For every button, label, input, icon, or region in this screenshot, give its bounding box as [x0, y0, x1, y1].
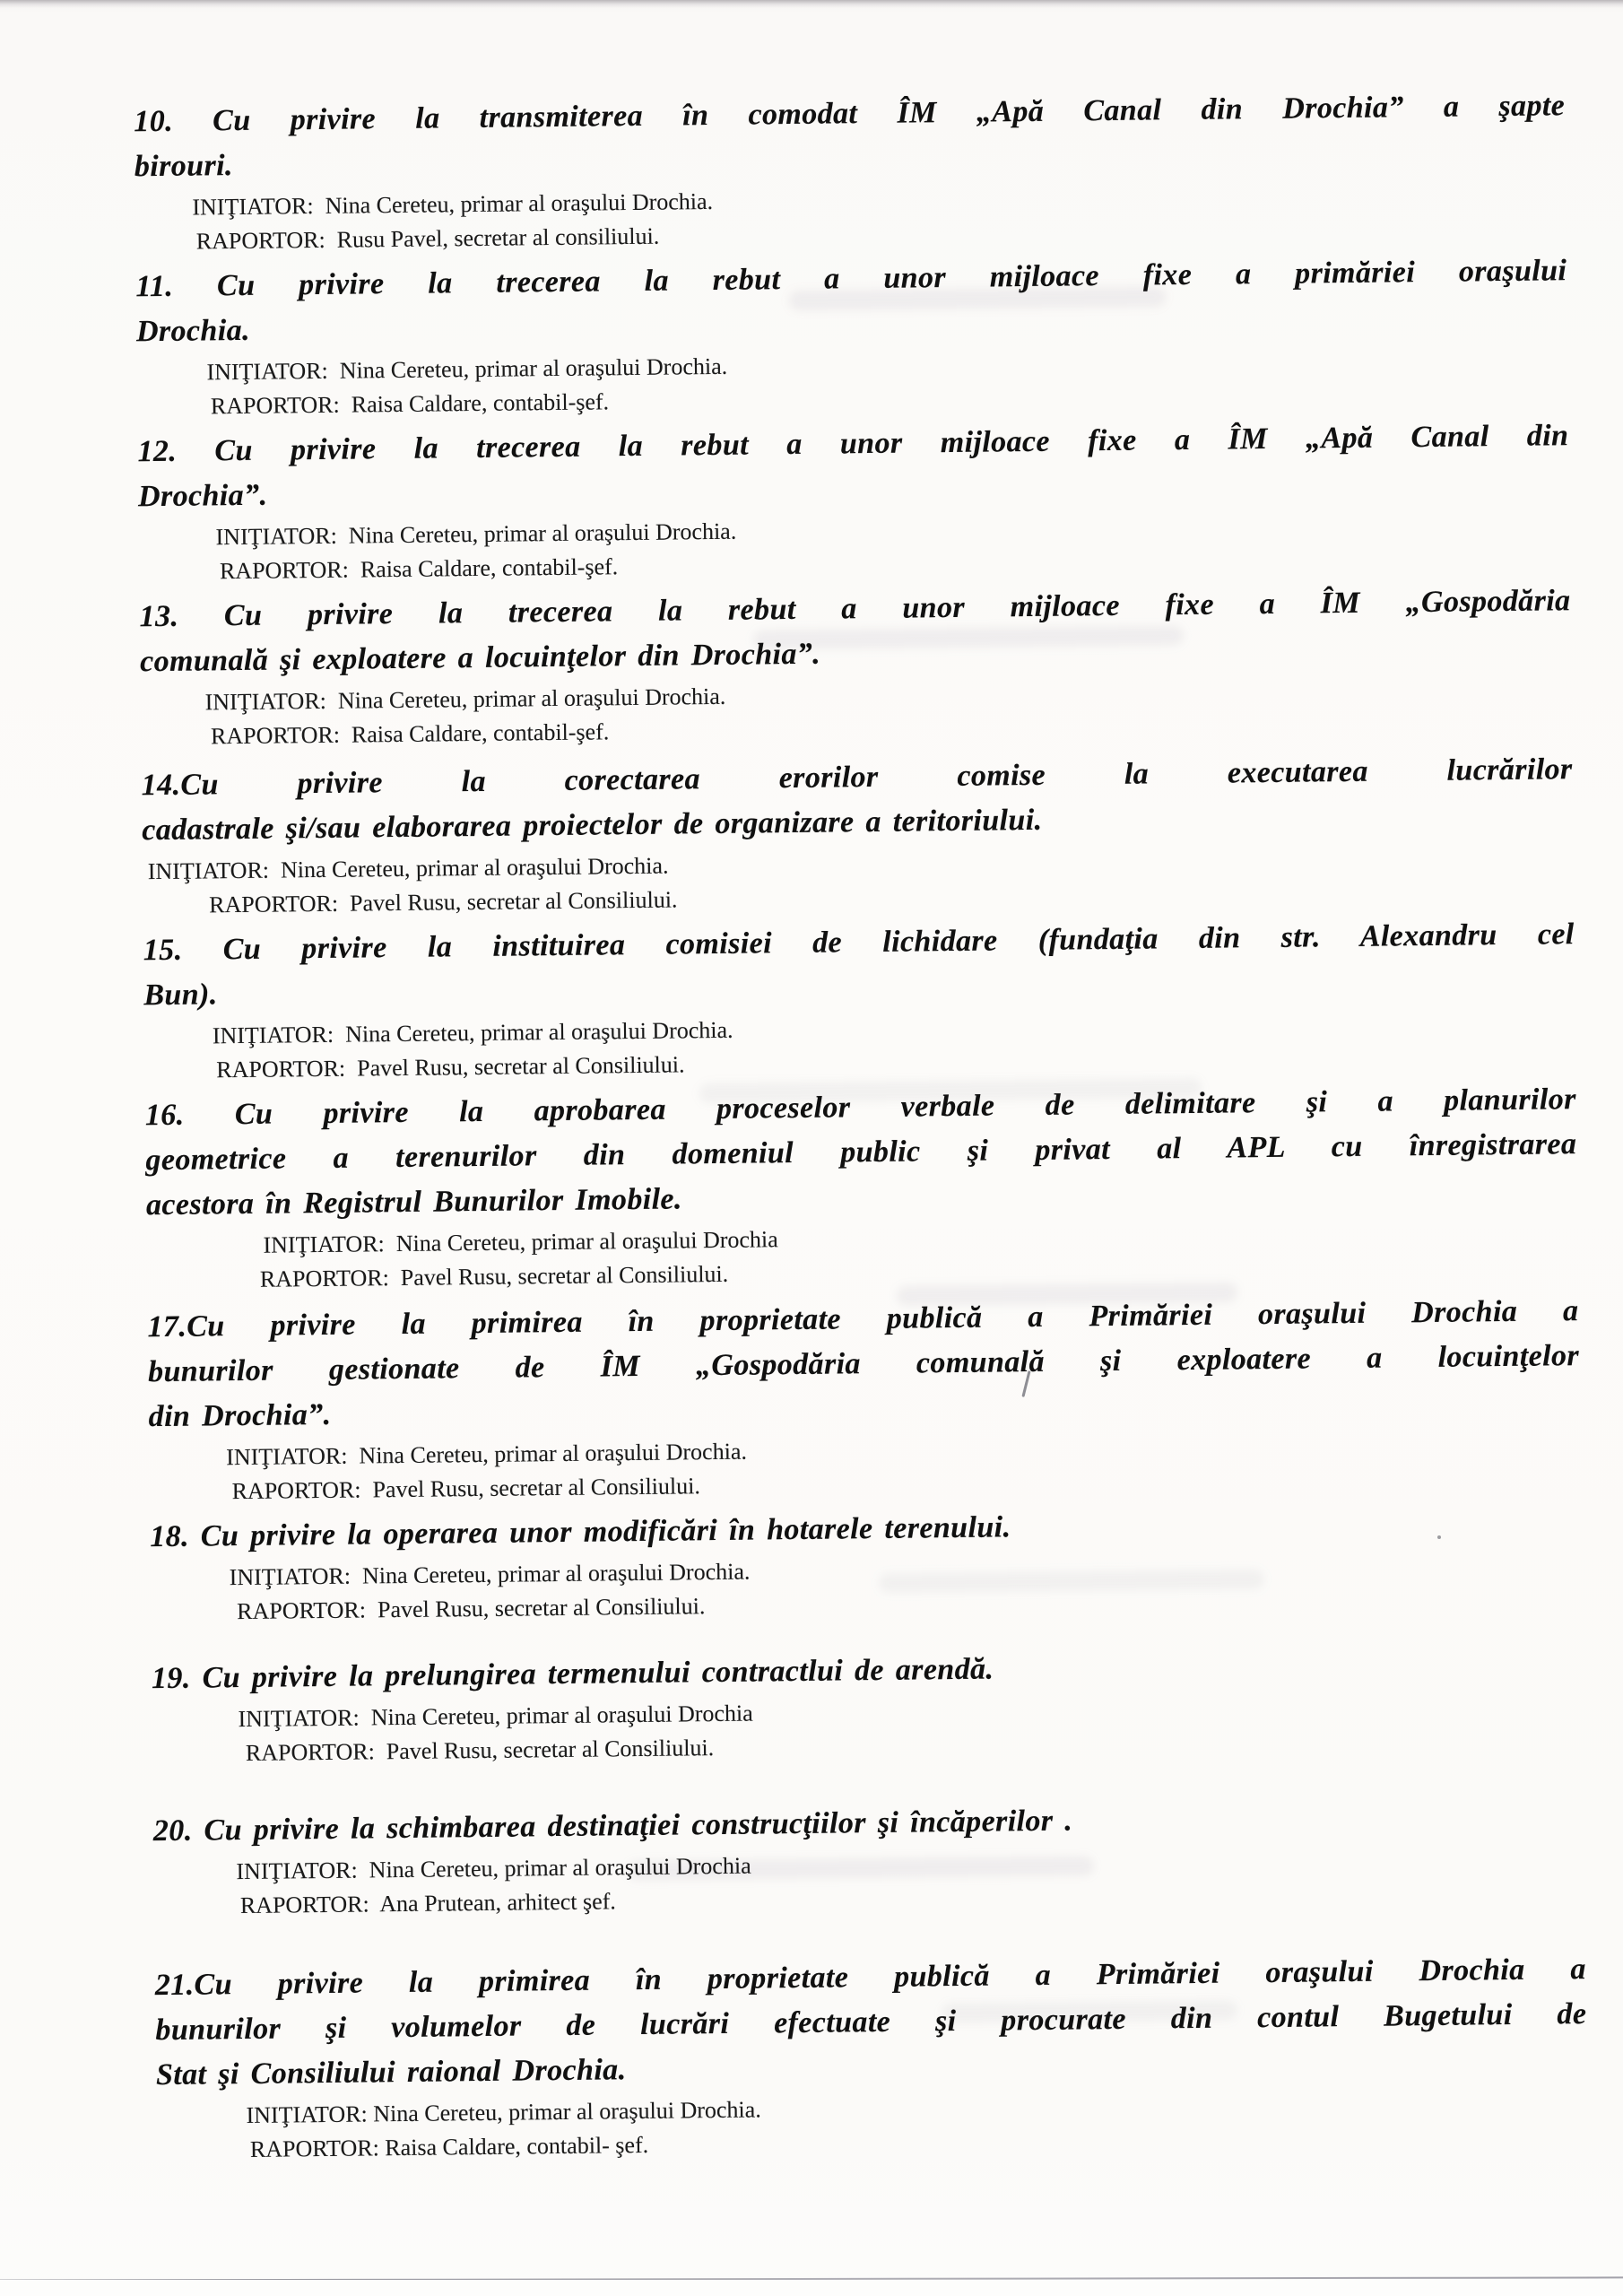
agenda-item: [141, 747, 1574, 923]
raportor-line: RAPORTOR: Pavel Rusu, secretar al Consiliului.: [236, 1593, 706, 1625]
initiator-line: INIŢIATOR: Nina Cereteu, primar al oraşului Drochia: [236, 1852, 751, 1885]
agenda-item-title: [141, 747, 1573, 853]
title-line: din Drochia”.: [148, 1397, 332, 1434]
initiator-line: INIŢIATOR: Nina Cereteu, primar al oraşului Drochia.: [192, 187, 714, 221]
agenda-item: [152, 1640, 1584, 1771]
initiator-line: INIŢIATOR: Nina Cereteu, primar al oraşului Drochia.: [229, 1558, 751, 1591]
initiator-line: INIŢIATOR: Nina Cereteu, primar al oraşului Drochia.: [215, 517, 737, 551]
agenda-item: [150, 1499, 1582, 1630]
title-line: Stat şi Consiliului raional Drochia.: [155, 2053, 627, 2092]
initiator-line: INIŢIATOR: Nina Cereteu, primar al oraşului Drochia.: [226, 1438, 748, 1471]
title-line: 15. Cu privire la instituirea comisiei de lichidare (fundaţia din str. Alexandru cel: [143, 918, 1575, 968]
raportor-line: RAPORTOR: Pavel Rusu, secretar al Consiliului.: [216, 1051, 685, 1083]
agenda-list: [134, 83, 1588, 2173]
agenda-item: [155, 1947, 1588, 2168]
agenda-item: [134, 83, 1567, 259]
agenda-item-title: [147, 1289, 1580, 1439]
agenda-item: [135, 248, 1568, 424]
title-line: 12. Cu privire la trecerea la rebut a unor mijloace fixe a ÎM „Apă Canal din: [137, 419, 1569, 469]
top-edge-shadow: [0, 0, 1623, 8]
initiator-line: INIŢIATOR: Nina Cereteu, primar al oraşului Drochia: [238, 1700, 753, 1733]
title-line: cadastrale şi/sau elaborarea proiectelor de organizare a teritoriului.: [142, 803, 1043, 848]
title-line: 20. Cu privire la schimbarea destinaţiei construcţiilor şi încăperilor .: [152, 1804, 1073, 1848]
title-line: Drochia.: [135, 313, 251, 349]
title-line: 16. Cu privire la aprobarea proceselor verbale de delimitare şi a planurilor: [144, 1083, 1576, 1133]
initiator-line: INIŢIATOR: Nina Cereteu, primar al oraşului Drochia: [263, 1226, 778, 1258]
title-line: Bun).: [143, 978, 218, 1013]
raportor-line: RAPORTOR: Pavel Rusu, secretar al Consiliului.: [231, 1473, 701, 1505]
title-line: bunurilor gestionate de ÎM „Gospodăria comunală şi exploatere a locuinţelor: [147, 1339, 1580, 1389]
agenda-item-title: [139, 578, 1571, 684]
agenda-item-title: [134, 83, 1566, 189]
title-line: acestora în Registrul Bunurilor Imobile.: [145, 1182, 683, 1222]
raportor-line: RAPORTOR: Rusu Pavel, secretar al consiliului.: [195, 222, 660, 255]
title-line: 11. Cu privire la trecerea la rebut a unor mijloace fixe a primăriei oraşului: [135, 254, 1567, 304]
initiator-line: INIŢIATOR: Nina Cereteu, primar al oraşului Drochia.: [206, 352, 728, 386]
agenda-item-title: [143, 912, 1575, 1018]
title-line: 17.Cu privire la primirea în proprietate publică a Primăriei oraşului Drochia a: [147, 1294, 1579, 1344]
initiator-line: INIŢIATOR: Nina Cereteu, primar al oraşului Drochia.: [246, 2096, 761, 2129]
title-line: bunurilor şi volumelor de lucrări efectuate şi procurate din contul Bugetului de: [155, 1997, 1587, 2048]
agenda-item: [145, 1077, 1578, 1298]
initiator-line: INIŢIATOR: Nina Cereteu, primar al oraşului Drochia.: [212, 1016, 733, 1049]
raportor-line: RAPORTOR: Pavel Rusu, secretar al Consiliului.: [245, 1735, 715, 1766]
agenda-item: [139, 578, 1572, 754]
raportor-line: RAPORTOR: Pavel Rusu, secretar al Consiliului.: [209, 886, 678, 918]
title-line: 10. Cu privire la transmiterea în comodat ÎM „Apă Canal din Drochia” a şapte: [134, 89, 1566, 139]
agenda-item-title: [137, 413, 1569, 519]
raportor-line: RAPORTOR: Ana Prutean, arhitect şef.: [239, 1888, 616, 1919]
agenda-item-title: [145, 1077, 1578, 1228]
title-line: birouri.: [134, 149, 234, 184]
raportor-line: RAPORTOR: Pavel Rusu, secretar al Consiliului.: [259, 1260, 729, 1292]
raportor-line: RAPORTOR: Raisa Caldare, contabil-şef.: [219, 553, 619, 585]
title-line: 13. Cu privire la trecerea la rebut a unor mijloace fixe a ÎM „Gospodăria: [139, 584, 1571, 634]
title-line: comunală şi exploatere a locuinţelor din Drochia”.: [139, 637, 821, 679]
title-line: Drochia”.: [137, 478, 268, 514]
title-line: 21.Cu privire la primirea în proprietate publică a Primăriei oraşului Drochia a: [154, 1952, 1586, 2003]
initiator-line: INIŢIATOR: Nina Cereteu, primar al oraşului Drochia.: [147, 852, 669, 885]
title-line: 14.Cu privire la corectarea erorilor comise la executarea lucrărilor: [141, 752, 1573, 803]
agenda-item: [143, 912, 1575, 1088]
agenda-item-title: [135, 248, 1567, 354]
bottom-margin-strip: [0, 2280, 1623, 2296]
raportor-line: RAPORTOR: Raisa Caldare, contabil- şef.: [249, 2131, 649, 2162]
initiator-line: INIŢIATOR: Nina Cereteu, primar al oraşului Drochia.: [204, 683, 726, 716]
agenda-item: [147, 1289, 1580, 1509]
title-line: 19. Cu privire la prelungirea termenului contractlui de arendă.: [151, 1652, 994, 1696]
agenda-item: [137, 413, 1570, 589]
title-line: geometrice a terenurilor din domeniul public şi privat al APL cu înregistrarea: [145, 1127, 1577, 1178]
raportor-line: RAPORTOR: Raisa Caldare, contabil-şef.: [210, 388, 610, 420]
agenda-item-title: [155, 1947, 1588, 2098]
title-line: 18. Cu privire la operarea unor modificări în hotarele terenului.: [149, 1510, 1011, 1554]
agenda-item: [153, 1793, 1585, 1924]
raportor-line: RAPORTOR: Raisa Caldare, contabil-şef.: [210, 718, 610, 750]
